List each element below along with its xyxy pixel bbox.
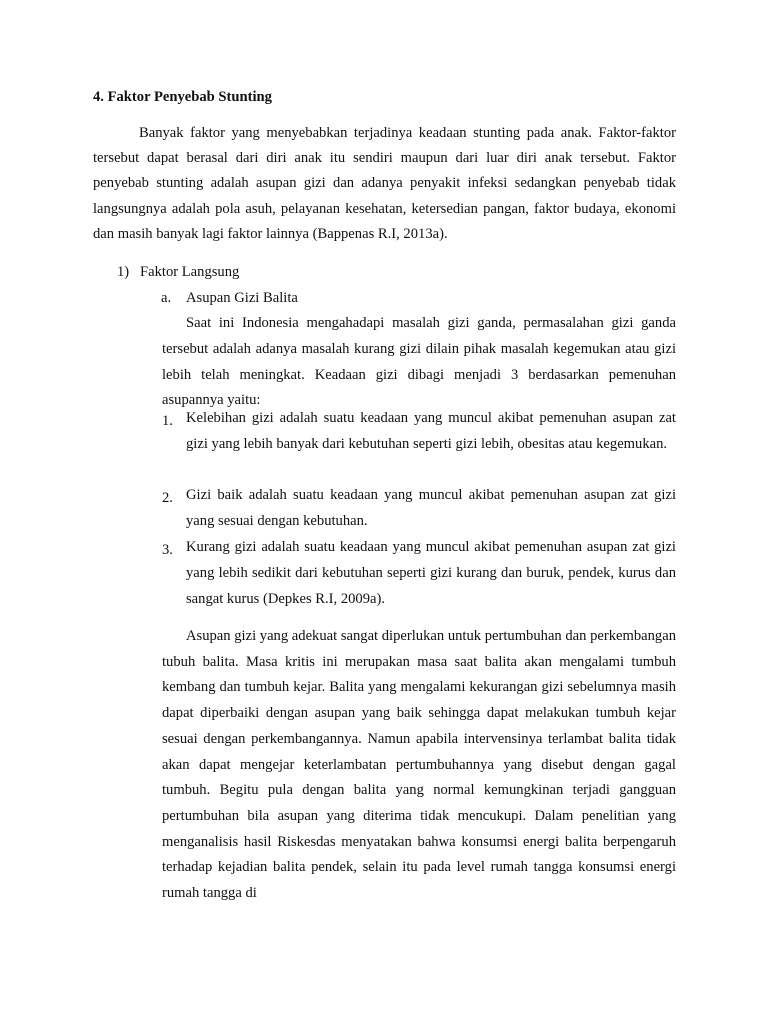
item-paragraph: Saat ini Indonesia mengahadapi masalah gizi ganda, permasalahan gizi ganda tersebut adalah adanya masalah kurang gizi dilain pihak masalah kegemukan atau gizi lebih telah meningkat. Keadaan gizi dibagi menjadi 3 berdasarkan pemenuhan asupannya yaitu:	[162, 315, 676, 409]
closing-paragraph: Asupan gizi yang adekuat sangat diperlukan untuk pertumbuhan dan perkembangan tubuh balita. Masa kritis ini merupakan masa saat balita akan mengalami tumbuh kembang dan tumbuh kejar. Balita yang mengalami kekurangan gizi sebelumnya masih dapat diperbaiki dengan asupan yang baik sehingga dapat melakukan tumbuh kejar sesuai dengan perkembangannya. Namun apabila intervensinya terlambat balita tidak akan dapat mengejar keterlambatan pertumbuhannya yang disebut dengan gagal tumbuh. Begitu pula dengan balita yang normal kemungkinan terjadi gangguan pertumbuhan bila asupan yang diterima tidak mencukupi. Dalam penelitian yang menganalisis hasil Riskesdas menyatakan bahwa konsumsi energi balita berpengaruh terhadap kejadian balita pendek, selain itu pada level rumah tangga konsumsi energi rumah tangga di	[162, 628, 676, 902]
list-item-number: 2.	[162, 490, 173, 506]
list-item-number: 1.	[162, 413, 173, 429]
list-item-text: Gizi baik adalah suatu keadaan yang muncul akibat pemenuhan asupan zat gizi yang sesuai dengan kebutuhan.	[186, 487, 676, 529]
section-heading: 4. Faktor Penyebab Stunting	[93, 89, 272, 105]
list-item-text: Kurang gizi adalah suatu keadaan yang muncul akibat pemenuhan asupan zat gizi yang lebih sedikit dari kebutuhan seperti gizi kurang dan buruk, pendek, kurus dan sangat kurus (Depkes R.I, 2009a).	[186, 539, 676, 607]
list-item-number: 3.	[162, 542, 173, 558]
intro-paragraph: Banyak faktor yang menyebabkan terjadinya keadaan stunting pada anak. Faktor-faktor tersebut dapat berasal dari diri anak itu sendiri maupun dari luar diri anak tersebut. Faktor penyebab stunting adalah asupan gizi dan adanya penyakit infeksi sedangkan penyebab tidak langsungnya adalah pola asuh, pelayanan kesehatan, ketersedian pangan, faktor budaya, ekonomi dan masih banyak lagi faktor lainnya (Bappenas R.I, 2013a).	[93, 125, 676, 242]
subsection-number: 1)	[117, 264, 130, 280]
item-letter: a.	[161, 290, 172, 306]
subsection-title: Faktor Langsung	[140, 264, 240, 280]
item-title: Asupan Gizi Balita	[186, 290, 298, 306]
list-item-text: Kelebihan gizi adalah suatu keadaan yang muncul akibat pemenuhan asupan zat gizi yang lebih banyak dari kebutuhan seperti gizi lebih, obesitas atau kegemukan.	[186, 410, 676, 452]
